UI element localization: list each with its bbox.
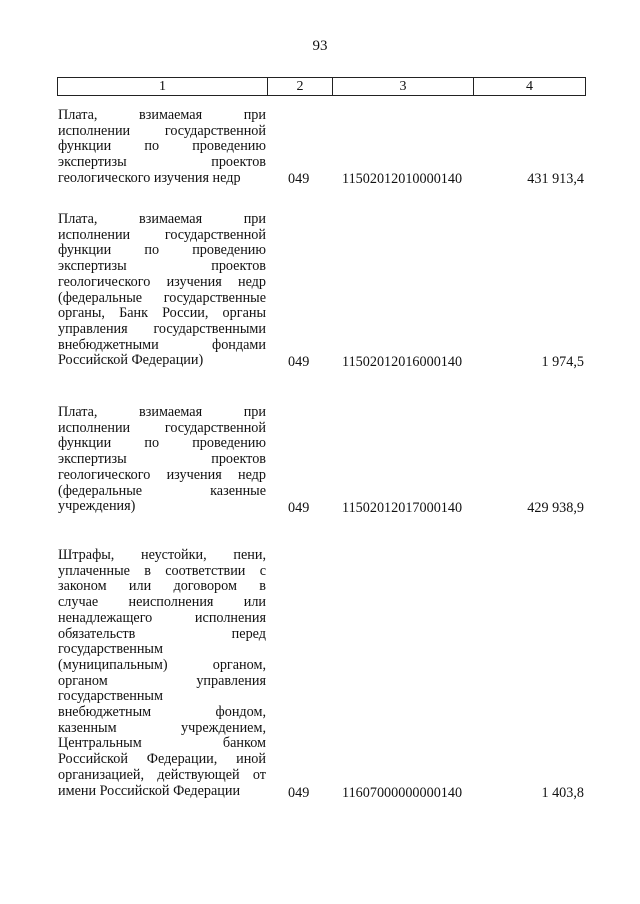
header-col-1: 1 bbox=[58, 78, 268, 96]
description-line: исполнении государственной bbox=[58, 419, 266, 436]
description-line: геологического изучения недр bbox=[58, 273, 266, 290]
description-line: органом управления bbox=[58, 672, 266, 689]
amount: 431 913,4 bbox=[527, 171, 584, 188]
budget-classification-code: 11502012016000140 bbox=[342, 354, 463, 371]
header-row bbox=[58, 78, 586, 96]
table-row bbox=[0, 405, 640, 517]
description-line: (федеральные государственные bbox=[58, 289, 266, 306]
description-line: Плата, взимаемая при bbox=[58, 107, 266, 123]
admin-code: 049 bbox=[288, 171, 310, 188]
row-description bbox=[58, 548, 266, 799]
description-line: экспертизы проектов bbox=[58, 154, 266, 171]
description-line: ненадлежащего исполнения bbox=[58, 609, 266, 626]
amount: 1 403,8 bbox=[541, 785, 584, 802]
description-line: геологического изучения недр bbox=[58, 466, 266, 483]
description-line: случае неисполнения или bbox=[58, 594, 266, 611]
budget-classification-code: 11502012017000140 bbox=[342, 500, 463, 517]
amount: 1 974,5 bbox=[541, 354, 584, 371]
table-row bbox=[0, 212, 640, 371]
description-line: организацией, действующей от bbox=[58, 766, 266, 783]
row-description bbox=[58, 212, 266, 369]
description-line: геологического изучения недр bbox=[58, 169, 241, 186]
description-line: управления государственными bbox=[58, 320, 266, 337]
amount: 429 938,9 bbox=[527, 500, 584, 517]
admin-code: 049 bbox=[288, 785, 310, 802]
description-line: экспертизы проектов bbox=[58, 258, 266, 275]
page-number: 93 bbox=[312, 38, 328, 54]
description-line: государственным bbox=[58, 688, 163, 705]
description-line: Российской Федерации) bbox=[58, 352, 204, 369]
description-line: Российской Федерации, иной bbox=[58, 751, 266, 768]
description-line: (федеральные казенные bbox=[58, 482, 266, 499]
description-line: функции по проведению bbox=[58, 435, 266, 452]
header-col-3: 3 bbox=[333, 78, 474, 96]
description-line: государственным bbox=[58, 641, 163, 658]
description-line: Плата, взимаемая при bbox=[58, 211, 266, 227]
description-line: Плата, взимаемая при bbox=[58, 404, 266, 420]
description-line: Штрафы, неустойки, пени, bbox=[58, 547, 266, 563]
row-description bbox=[58, 108, 266, 187]
row-description bbox=[58, 405, 266, 515]
description-line: Центральным банком bbox=[58, 735, 266, 752]
header-col-2: 2 bbox=[268, 78, 333, 96]
description-line: внебюджетным фондом, bbox=[58, 704, 266, 721]
description-line: имени Российской Федерации bbox=[58, 782, 241, 799]
budget-classification-code: 11607000000000140 bbox=[342, 785, 463, 802]
description-line: обязательств перед bbox=[58, 625, 266, 642]
table-row bbox=[0, 548, 640, 802]
column-header-table bbox=[57, 77, 586, 96]
description-line: функции по проведению bbox=[58, 242, 266, 259]
description-line: законом или договором в bbox=[58, 578, 266, 595]
table-row bbox=[0, 108, 640, 188]
budget-classification-code: 11502012010000140 bbox=[342, 171, 463, 188]
header-col-4: 4 bbox=[474, 78, 586, 96]
description-line: функции по проведению bbox=[58, 138, 266, 155]
description-line: учреждения) bbox=[58, 498, 136, 515]
description-line: казенным учреждением, bbox=[58, 719, 266, 736]
description-line: исполнении государственной bbox=[58, 226, 266, 243]
description-line: (муниципальным) органом, bbox=[58, 656, 266, 673]
description-line: исполнении государственной bbox=[58, 122, 266, 139]
description-line: органы, Банк России, органы bbox=[58, 305, 266, 322]
description-line: уплаченные в соответствии с bbox=[58, 562, 266, 579]
description-line: экспертизы проектов bbox=[58, 451, 266, 468]
admin-code: 049 bbox=[288, 354, 310, 371]
description-line: внебюджетными фондами bbox=[58, 336, 266, 353]
admin-code: 049 bbox=[288, 500, 310, 517]
